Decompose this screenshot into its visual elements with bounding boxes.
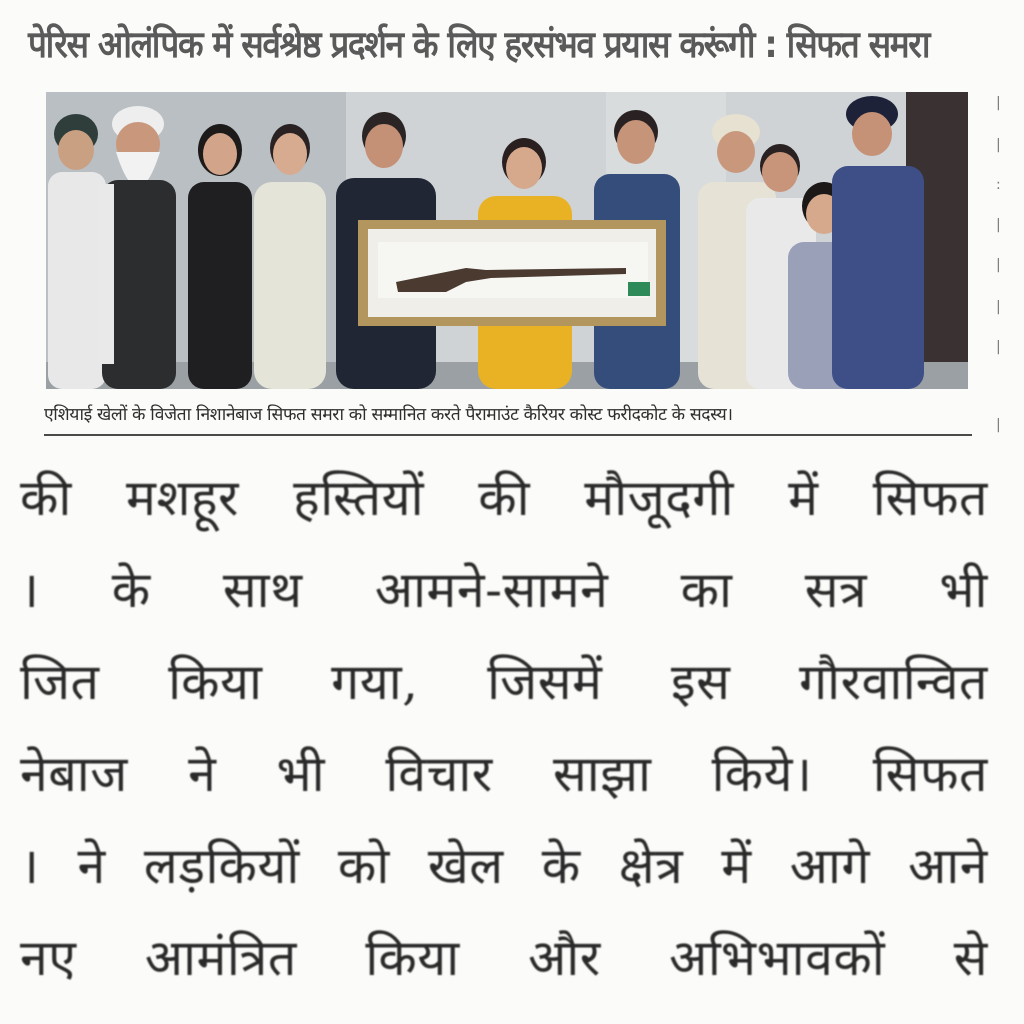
body-line: जित किया गया, जिसमें इस गौरवान्वित bbox=[20, 653, 988, 711]
body-line: । ने लड़कियों को खेल के क्षेत्र में आगे आने bbox=[20, 837, 988, 895]
body-line: । के साथ आमने-सामने का सत्र भी bbox=[20, 561, 988, 619]
edge-mark: | bbox=[996, 417, 1001, 433]
edge-mark: | bbox=[996, 257, 1001, 273]
edge-mark: | bbox=[996, 95, 1001, 111]
edge-mark: | bbox=[996, 339, 1001, 355]
edge-mark: | bbox=[996, 137, 1001, 153]
article-body bbox=[20, 452, 988, 1012]
news-photo bbox=[46, 92, 968, 389]
photo-caption: एशियाई खेलों के विजेता निशानेबाज सिफत समरा को सम्मानित करते पैरामाउंट कैरियर कोस्ट फरीदकोट के सदस्य। bbox=[44, 405, 733, 425]
body-line: नए आमंत्रित किया और अभिभावकों से bbox=[20, 929, 988, 987]
headline: पेरिस ओलंपिक में सर्वश्रेष्ठ प्रदर्शन के लिए हरसंभव प्रयास करूंगी : सिफत समरा bbox=[28, 23, 930, 66]
body-line: नेबाज ने भी विचार साझा किये। सिफत bbox=[20, 745, 988, 803]
edge-mark: | bbox=[996, 299, 1001, 315]
edge-mark: | bbox=[996, 217, 1001, 233]
group-photo-illustration bbox=[46, 92, 968, 389]
body-line: की मशहूर हस्तियों की मौजूदगी में सिफत bbox=[20, 469, 988, 527]
edge-mark: : bbox=[996, 177, 1001, 193]
caption-divider bbox=[44, 434, 972, 436]
